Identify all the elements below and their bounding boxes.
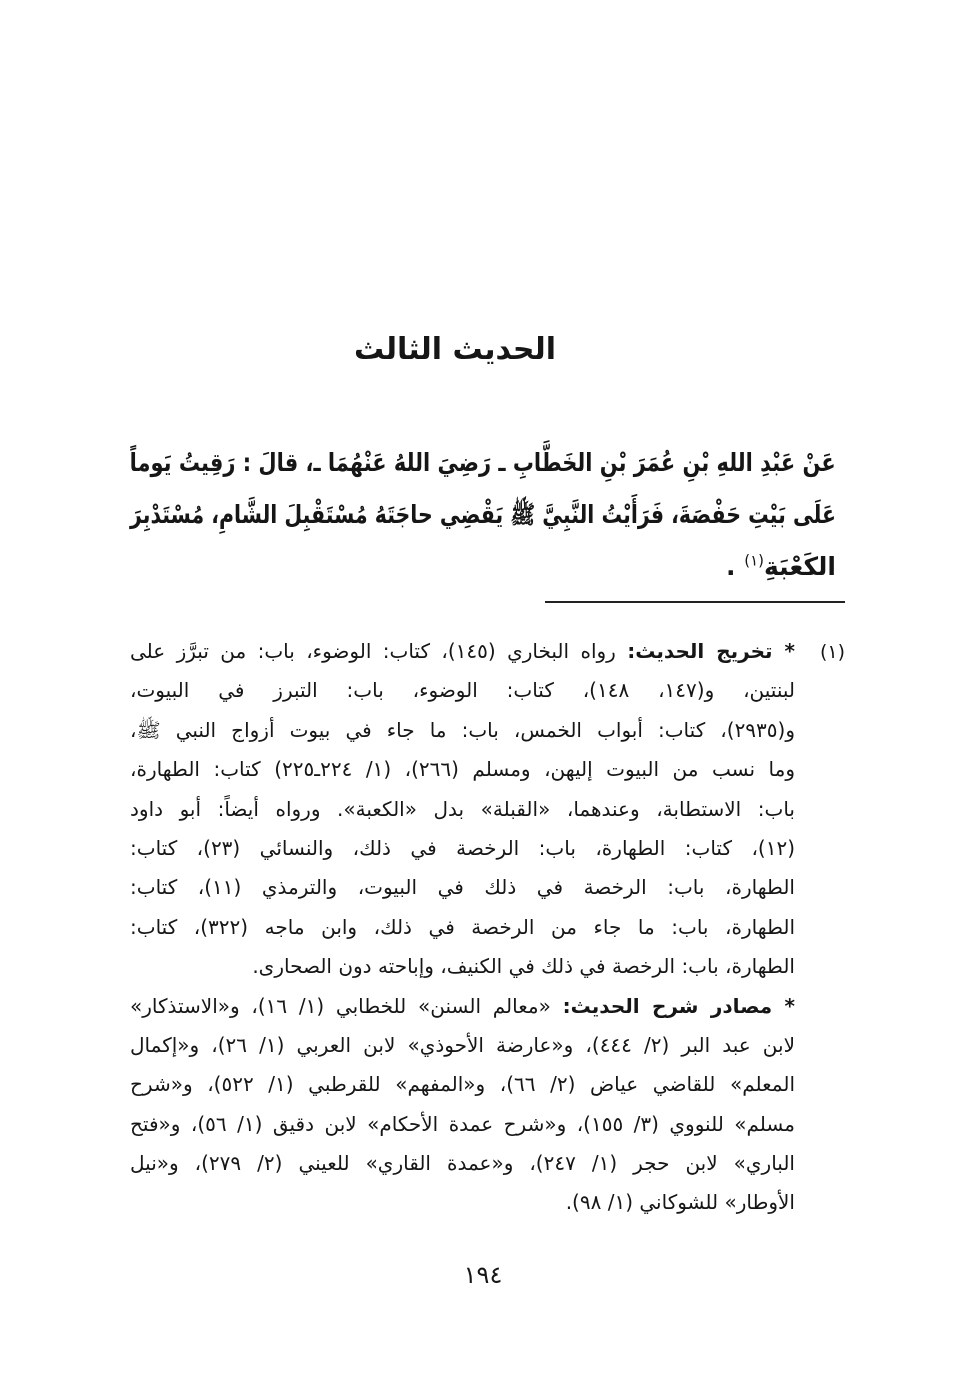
footnote-line	[130, 947, 795, 986]
footnote-line-text: الباري» لابن حجر (١/ ٢٤٧)، و«عمدة القاري» للعيني (٢/ ٢٧٩)، و«نيل	[130, 1151, 795, 1176]
footnote-line	[130, 1065, 795, 1104]
footnote-line	[130, 908, 795, 947]
footnote-line	[130, 987, 795, 1026]
footnote-line	[130, 632, 795, 671]
footnote-body	[130, 632, 795, 1223]
footnote-line	[130, 1105, 795, 1144]
footnote-line-text: الطهارة، باب: ما جاء من الرخصة في ذلك، وابن ماجه (٣٢٢)، كتاب:	[130, 914, 795, 939]
footnote-line-text: لابن عبد البر (٢/ ٤٤٤)، و«عارضة الأحوذي» لابن العربي (١/ ٢٦)، و«إكمال	[130, 1032, 795, 1057]
hadith-line-content	[726, 541, 836, 593]
footnote-line	[130, 671, 795, 710]
hadith-heading-text: الحديث الثالث	[353, 332, 557, 367]
footnote-line	[130, 1144, 795, 1183]
hadith-text	[130, 437, 836, 593]
footnote-line-text: و(٢٩٣٥)، كتاب: أبواب الخمس، باب: ما جاء في بيوت أزواج النبي ﷺ،	[130, 717, 795, 742]
footnote-line-text: الطهارة، باب: الرخصة في ذلك في البيوت، والترمذي (١١)، كتاب:	[130, 875, 795, 900]
hadith-line	[130, 489, 836, 541]
hadith-line-text: عَنْ عَبْدِ اللهِ بْنِ عُمَرَ بْنِ الخَطَّابِ ـ رَضِيَ اللهُ عَنْهُمَا ـ، قالَ : رَقِيتُ يَوماً	[130, 448, 836, 477]
footnote-marker: (١)	[819, 641, 845, 663]
hadith-line-text: عَلَى بَيْتِ حَفْصَةَ، فَرَأَيْتُ النَّبِيَّ ﷺ يَقْضِي حاجَتَهُ مُسْتَقْبِلَ الشَّامِ، مُسْتَدْبِرَ	[130, 500, 836, 529]
end-mark: .	[726, 552, 736, 581]
footnote-line-text: مسلم» للنووي (٣/ ١٥٥)، و«شرح عمدة الأحكام» لابن دقيق (١/ ٥٦)، و«فتح	[130, 1111, 795, 1136]
footnote-reference: (١)	[744, 551, 765, 570]
footnote-line-text: الطهارة، باب: الرخصة في ذلك في الكنيف، وإباحته دون الصحارى.	[252, 954, 795, 979]
hadith-line	[130, 437, 836, 489]
footnote-line-content	[130, 987, 795, 1026]
hadith-heading	[300, 322, 610, 378]
footnote-line	[130, 829, 795, 868]
footnote-separator	[545, 601, 845, 603]
footnote-line-text: وما نسب من البيوت إليهن، ومسلم (٢٦٦)، (١/ ٢٢٤ـ٢٢٥) كتاب: الطهارة،	[130, 757, 795, 782]
hadith-line	[130, 541, 836, 593]
footnote-line-text: «معالم السنن» للخطابي (١/ ١٦)، و«الاستذكار»	[130, 993, 551, 1018]
footnote-line	[130, 1183, 795, 1222]
page-number: ١٩٤	[463, 1261, 503, 1289]
footnote-line-text: باب: الاستطابة، وعندهما، «القبلة» بدل «الكعبة». ورواه أيضاً: أبو داود	[130, 796, 795, 821]
footnote-line-text: لبنتين، و(١٤٧، ١٤٨)، كتاب: الوضوء، باب: التبرز في البيوت،	[130, 678, 795, 703]
sources-label: * مصادر شرح الحديث:	[562, 993, 795, 1018]
footnote-line-text: (١٢)، كتاب: الطهارة، باب: الرخصة في ذلك، والنسائي (٢٣)، كتاب:	[130, 835, 795, 860]
footnote-line	[130, 868, 795, 907]
footnote-line	[130, 711, 795, 750]
footnote-line	[130, 750, 795, 789]
footnote-line	[130, 1026, 795, 1065]
footnote-line-text: رواه البخاري (١٤٥)، كتاب: الوضوء، باب: من تبرَّز على	[129, 639, 616, 663]
footnote-line-content	[130, 632, 795, 671]
takhrij-label: * تخريج الحديث:	[627, 639, 795, 663]
footnote-line-text: الأوطار» للشوكاني (١/ ٩٨).	[565, 1190, 795, 1215]
hadith-line-text: الكَعْبَةِ	[764, 552, 836, 581]
footnote-line	[130, 790, 795, 829]
footnote-line-text: المعلم» للقاضي عياض (٢/ ٦٦)، و«المفهم» للقرطبي (١/ ٥٢٢)، و«شرح	[130, 1072, 795, 1097]
